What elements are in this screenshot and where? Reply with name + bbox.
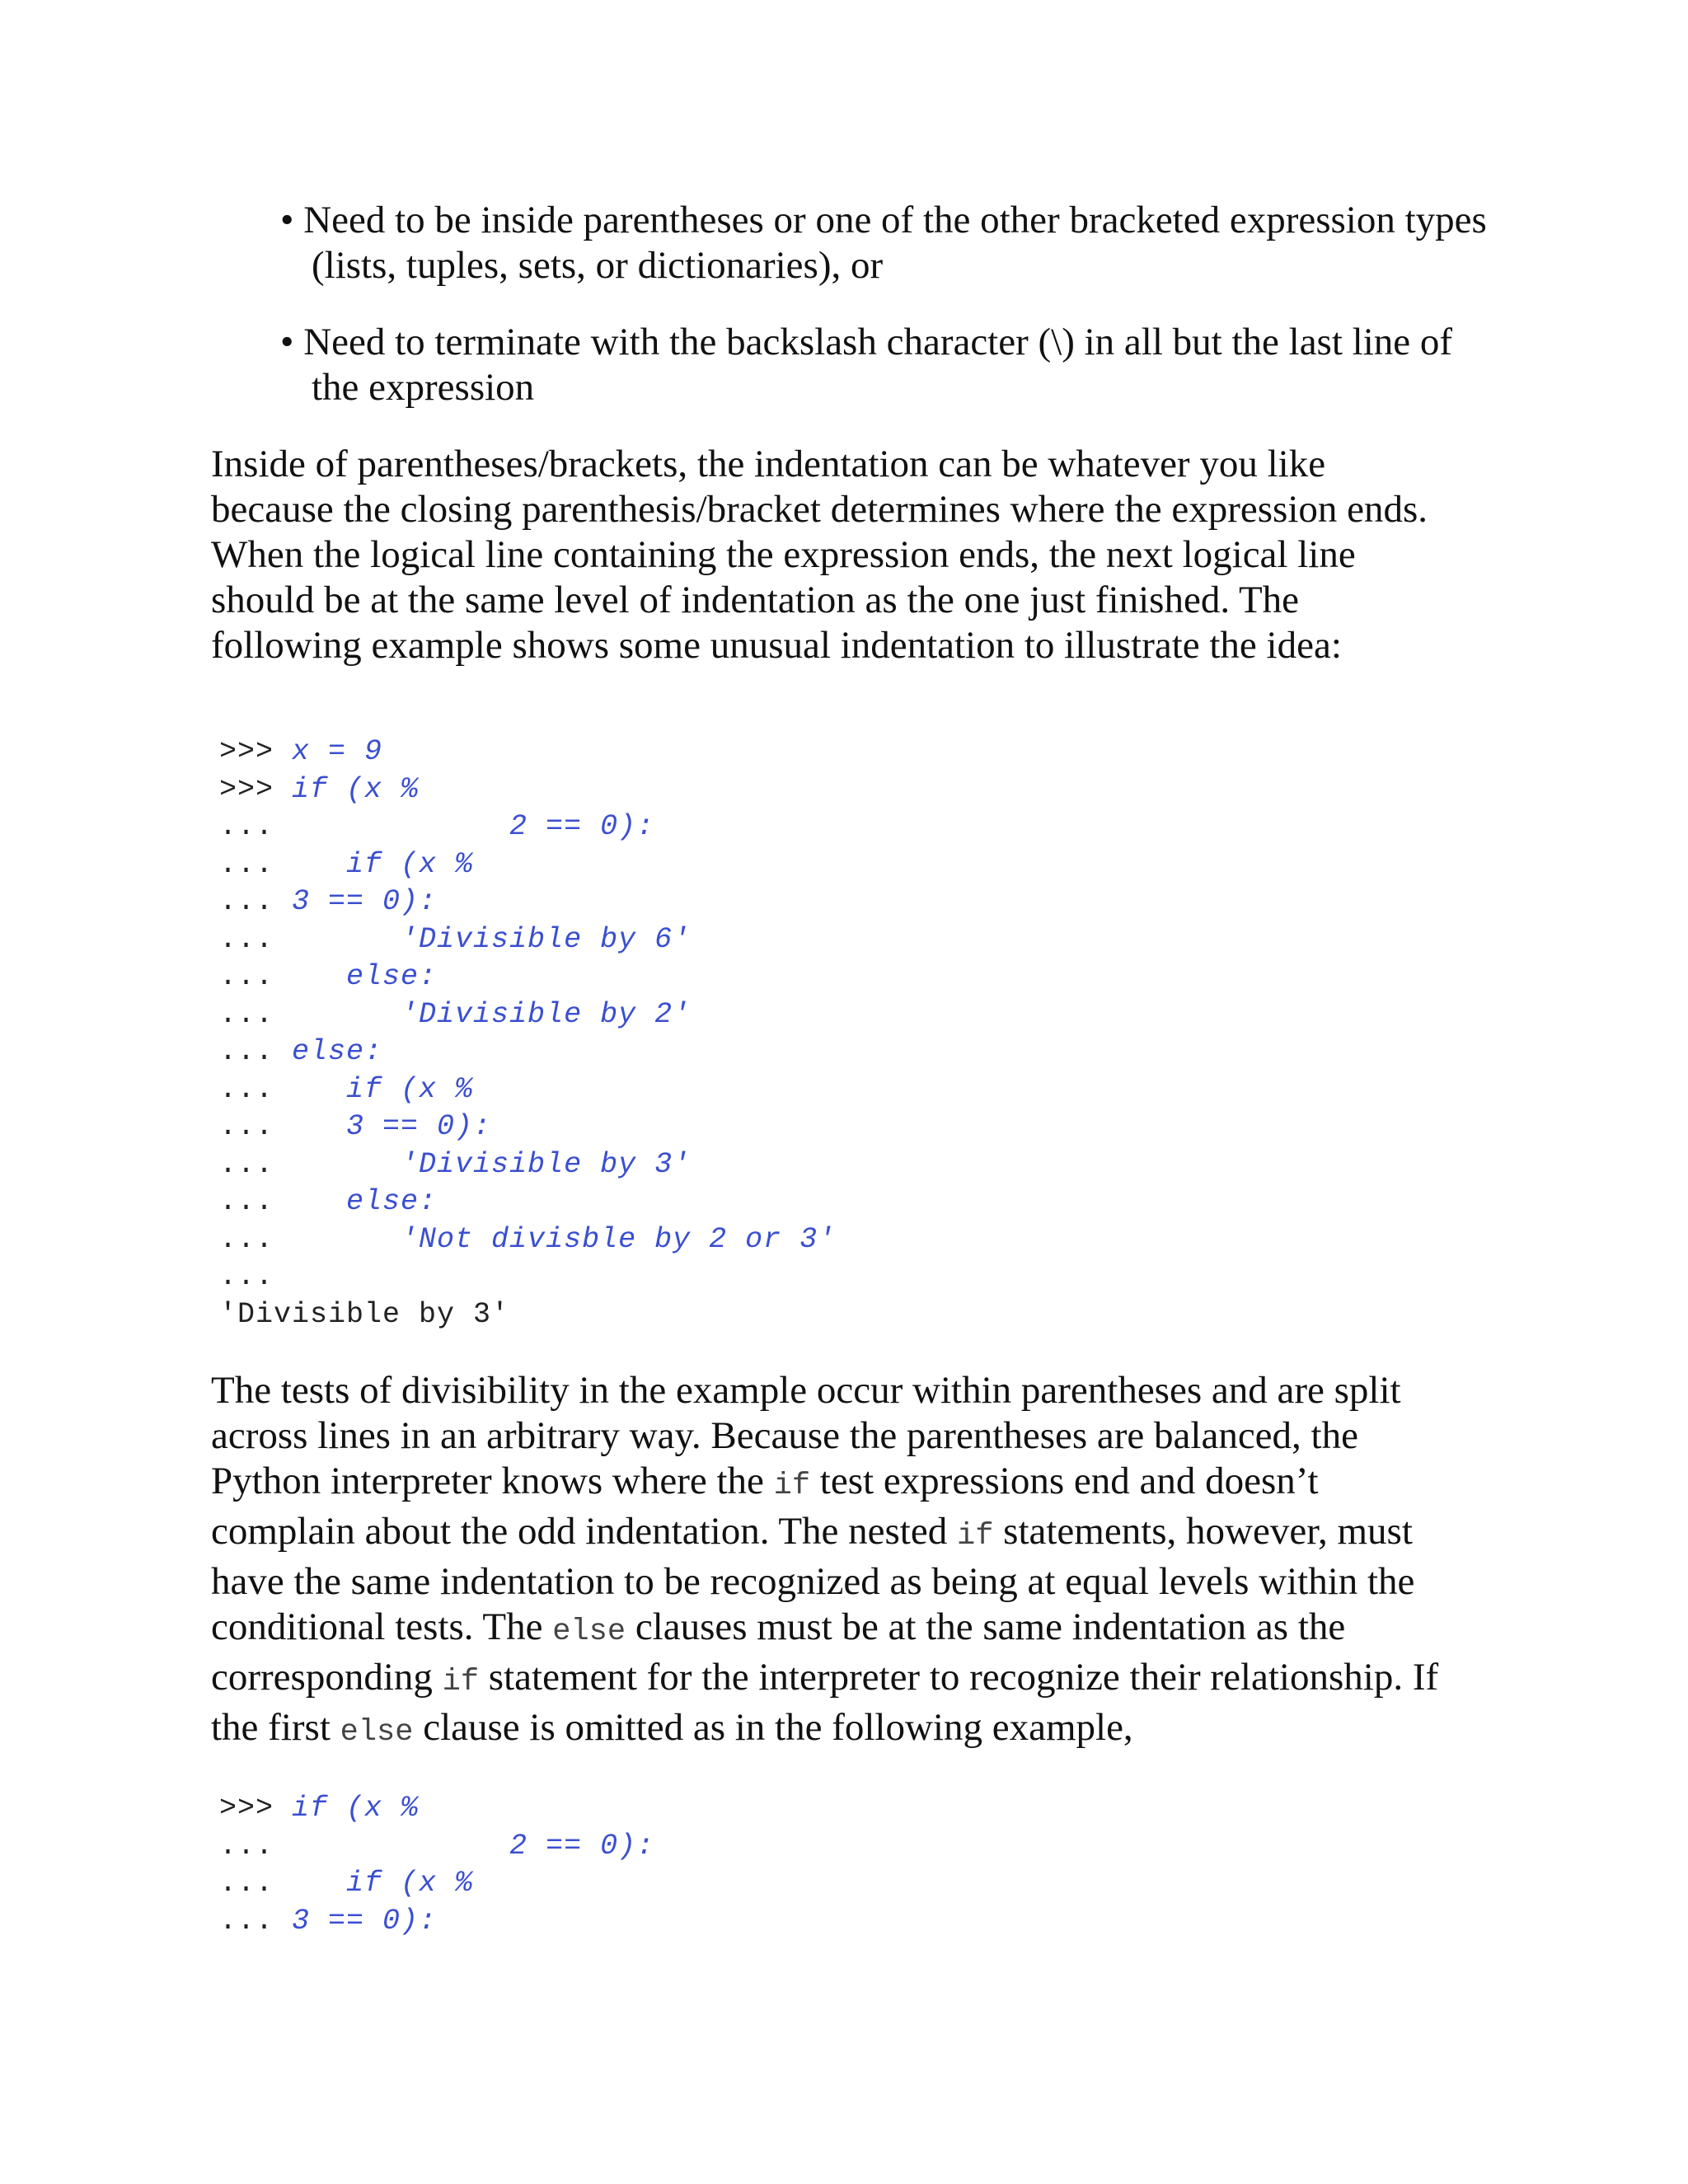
- paragraph-text: test expressions end and doesn’t: [810, 1460, 1319, 1502]
- code-line: [219, 1146, 836, 1184]
- inline-code: if: [773, 1469, 811, 1503]
- code-prompt: ...: [219, 885, 293, 918]
- paragraph-indentation: [211, 442, 1480, 668]
- code-source: if (x %: [292, 1072, 474, 1106]
- code-line: [219, 958, 836, 996]
- code-prompt: ...: [219, 1147, 293, 1181]
- code-prompt: >>>: [219, 772, 293, 806]
- inline-code: else: [552, 1615, 626, 1649]
- code-source: 'Not divisble by 2 or 3': [292, 1222, 837, 1256]
- code-line: [219, 733, 836, 771]
- paragraph-text: clause is omitted as in the following example,: [413, 1706, 1133, 1749]
- code-source: else:: [292, 960, 438, 993]
- code-line: [219, 1221, 836, 1259]
- paragraph-line: have the same indentation to be recognized as being at equal levels within the: [211, 1560, 1415, 1603]
- code-line: [219, 921, 836, 959]
- paragraph-text: the first: [211, 1706, 340, 1749]
- code-source: 3 == 0):: [292, 885, 438, 918]
- paragraph-line: [211, 1705, 1480, 1755]
- paragraph-line: [211, 1459, 1480, 1509]
- paragraph-line: Inside of parentheses/brackets, the indentation can be whatever you like: [211, 443, 1326, 485]
- paragraph-line: should be at the same level of indentation as the one just finished. The: [211, 579, 1300, 621]
- paragraph-text: Python interpreter knows where the: [211, 1460, 774, 1502]
- inline-code: else: [340, 1715, 414, 1750]
- paragraph-line: The tests of divisibility in the example occur within parentheses and are split: [211, 1369, 1401, 1412]
- code-prompt: ...: [219, 922, 293, 956]
- code-prompt: ...: [219, 960, 293, 993]
- code-source: if (x %: [292, 772, 420, 806]
- paragraph-text: conditional tests. The: [211, 1605, 553, 1648]
- code-prompt: ...: [219, 810, 293, 843]
- code-source: 2 == 0):: [292, 1829, 655, 1863]
- code-line: [219, 1258, 836, 1296]
- paragraph-text: complain about the odd indentation. The nested: [211, 1510, 957, 1553]
- code-source: 'Divisible by 2': [292, 997, 692, 1031]
- paragraph-line: because the closing parenthesis/bracket determines where the expression ends.: [211, 488, 1428, 531]
- code-prompt: >>>: [219, 735, 293, 768]
- paragraph-line: [211, 1605, 1480, 1655]
- code-source: else:: [292, 1035, 383, 1068]
- paragraph-line: [211, 1655, 1480, 1705]
- code-prompt: ...: [219, 1222, 293, 1256]
- code-block-second-example: [219, 1790, 654, 1940]
- code-line: [219, 1828, 654, 1866]
- code-line: [219, 846, 836, 884]
- inline-code: if: [442, 1665, 480, 1699]
- code-line: [219, 1108, 836, 1146]
- code-prompt: ...: [219, 1260, 274, 1293]
- paragraph-line: [211, 1509, 1480, 1559]
- code-source: 3 == 0):: [292, 1904, 438, 1938]
- code-line: [219, 771, 836, 809]
- code-source: if (x %: [292, 1792, 420, 1825]
- code-prompt: >>>: [219, 1792, 293, 1825]
- code-source: 3 == 0):: [292, 1110, 492, 1143]
- code-line: [219, 1296, 836, 1334]
- code-line: [219, 1183, 836, 1221]
- bullet-item: • Need to be inside parentheses or one of the other bracketed expression types (lists, tuples, sets, or dictionaries), or: [280, 199, 1487, 287]
- code-prompt: ...: [219, 847, 293, 881]
- code-line: [219, 1071, 836, 1109]
- code-source: x = 9: [292, 735, 383, 768]
- code-line: [219, 1903, 654, 1941]
- paragraph-text: statements, however, must: [993, 1510, 1413, 1553]
- code-block-example: [219, 733, 836, 1333]
- paragraph-line: across lines in an arbitrary way. Because the parentheses are balanced, the: [211, 1414, 1358, 1457]
- code-prompt: ...: [219, 1072, 293, 1106]
- code-line: [219, 1790, 654, 1828]
- code-output: 'Divisible by 3': [219, 1297, 510, 1331]
- code-line: [219, 1865, 654, 1903]
- code-source: if (x %: [292, 1867, 474, 1900]
- code-prompt: ...: [219, 1829, 293, 1863]
- code-line: [219, 1033, 836, 1071]
- code-prompt: ...: [219, 997, 293, 1031]
- code-prompt: ...: [219, 1867, 293, 1900]
- paragraph-line: When the logical line containing the expression ends, the next logical line: [211, 533, 1356, 576]
- code-prompt: ...: [219, 1035, 293, 1068]
- code-line: [219, 996, 836, 1034]
- paragraph-text: clauses must be at the same indentation as the: [626, 1605, 1346, 1648]
- paragraph-text: corresponding: [211, 1656, 443, 1699]
- bullet-item: • Need to terminate with the backslash character (\) in all but the last line of the expression: [280, 321, 1453, 409]
- code-line: [219, 883, 836, 921]
- code-source: if (x %: [292, 847, 474, 881]
- paragraph-divisibility: [211, 1368, 1480, 1755]
- code-prompt: ...: [219, 1185, 293, 1218]
- inline-code: if: [956, 1519, 994, 1554]
- code-line: [219, 808, 836, 846]
- paragraph-text: statement for the interpreter to recognize their relationship. If: [479, 1656, 1439, 1699]
- code-source: 'Divisible by 6': [292, 922, 692, 956]
- code-prompt: ...: [219, 1904, 293, 1938]
- code-prompt: ...: [219, 1110, 293, 1143]
- code-source: 'Divisible by 3': [292, 1147, 692, 1181]
- code-source: 2 == 0):: [292, 810, 655, 843]
- paragraph-line: following example shows some unusual indentation to illustrate the idea:: [211, 624, 1342, 667]
- code-source: else:: [292, 1185, 438, 1218]
